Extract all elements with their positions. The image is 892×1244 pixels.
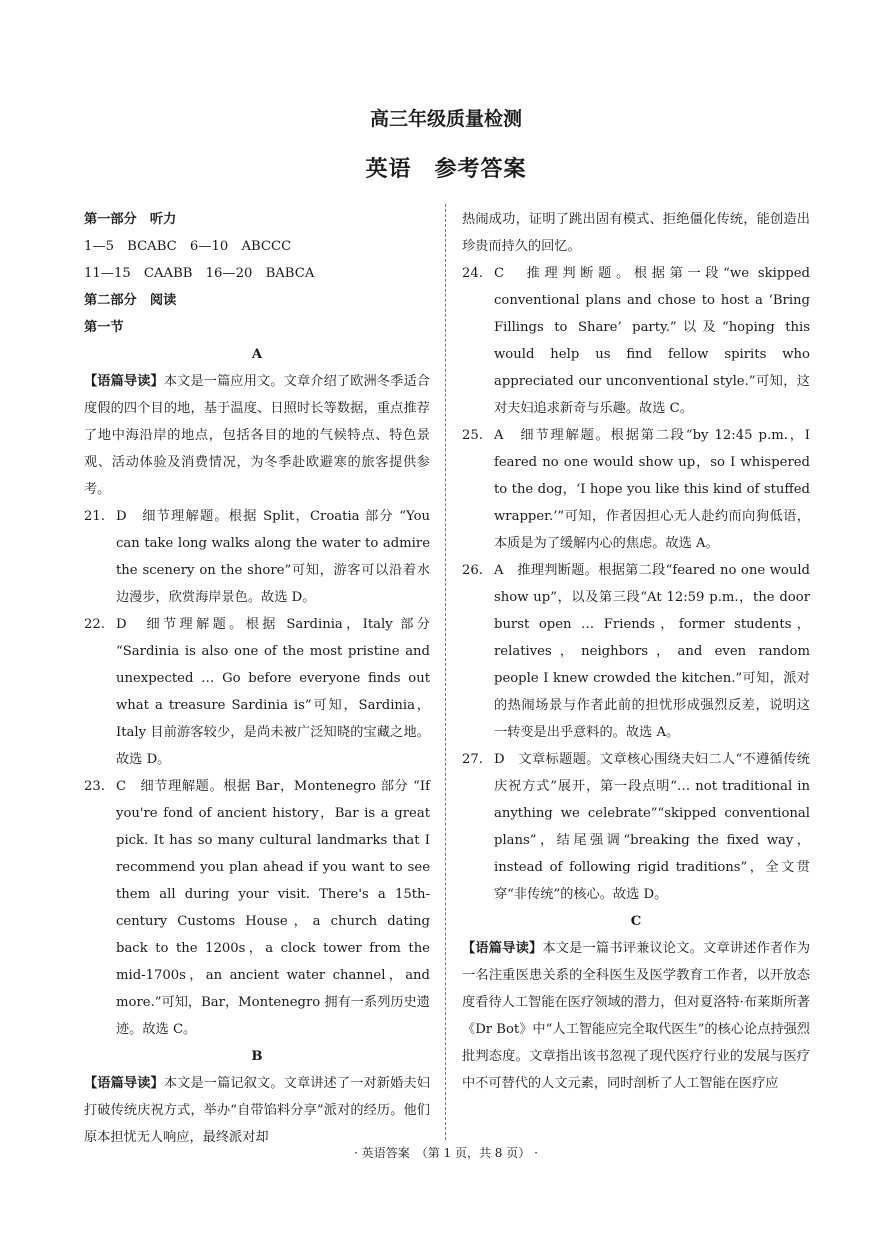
answer-21 [84,503,430,611]
answer-24 [462,260,810,422]
page-subtitle: 英语 参考答案 [365,156,527,182]
intro-text: 本文是一篇记叙文。文章讲述了一对新婚夫妇打破传统庆祝方式，举办“自带馅料分享”派对的经历。他们原本担忧无人响应，最终派对却 [84,1076,430,1145]
part2-title: 第二部分 阅读 [84,293,177,308]
column-divider [445,204,446,1140]
part1-title: 第一部分 听力 [84,212,177,227]
answer-text: A 细节理解题。根据第二段“by 12:45 p.m.，I feared no one would show up，so I whispered to the dog，‘I hope you like this kind of stuffed wrapper.’”可知，作者因担心无人赴约而向狗低语，本质是为了缓解内心的焦虑。故选 A。 [494,428,810,551]
answer-26 [462,557,810,746]
passage-b-intro-continued: 热闹成功，证明了跳出固有模式、拒绝僵化传统，能创造出珍贵而持久的回忆。 [462,212,810,254]
page-title: 高三年级质量检测 [369,108,522,130]
answer-text: D 细节理解题。根据 Sardinia，Italy 部分 “Sardinia is also one of the most pristine and unexpected … Go before everyone finds out what a treasure Sardinia is”可知，Sardinia，Italy 目前游客较少，是尚未被广泛知晓的宝藏之地。故选 D。 [116,617,430,767]
passage-a-heading: A [251,347,263,362]
passage-c-intro [462,935,810,1097]
passage-c-heading: C [630,914,642,929]
question-number: 26. [462,563,483,578]
page-footer: · 英语答案 （第 1 页，共 8 页） · [354,1146,538,1160]
answer-text: D 细节理解题。根据 Split，Croatia 部分 “You can take long walks along the water to admire the scenery on the shore”可知，游客可以沿着水边漫步，欣赏海岸景色。故选 D。 [116,509,430,605]
answer-23 [84,773,430,1043]
answer-text: C 细节理解题。根据 Bar，Montenegro 部分 “If you're fond of ancient history，Bar is a great pick. It has so many cultural landmarks that I recommend you plan ahead if you want to see them all during your visit. There's a 15th-century Customs House，a church dating back to the 1200s，a clock tower from the mid-1700s，an ancient water channel，and more.”可知，Bar，Montenegro 拥有一系列历史遗迹。故选 C。 [116,779,430,1037]
question-number: 23. [84,779,105,794]
intro-text: 本文是一篇书评兼议论文。文章讲述作者作为一名注重医患关系的全科医生及医学教育工作者，以开放态度看待人工智能在医疗领域的潜力，但对夏洛特·布莱斯所著《Dr Bot》中“人工智能应完全取代医生”的核心论点持强烈批判态度。文章指出该书忽视了现代医疗行业的发展与医疗中不可替代的人文元素，同时剖析了人工智能在医疗应 [462,941,811,1091]
question-number: 27. [462,752,483,767]
answer-27 [462,746,810,908]
question-number: 22. [84,617,105,632]
part1-answers-2: 11—15 CAABB 16—20 BABCA [84,266,315,281]
intro-tag: 【语篇导读】 [462,941,543,956]
answer-text: C 推理判断题。根据第一段“we skipped conventional plans and chose to host a ‘Bring Fillings to Share’ party.”以及“hoping this would help us find fellow spirits who appreciated our unconventional style.”可知，这对夫妇追求新奇与乐趣。故选 C。 [494,266,810,416]
right-column [462,206,810,1097]
passage-b-intro [84,1070,430,1151]
intro-tag: 【语篇导读】 [84,374,164,389]
answer-text: A 推理判断题。根据第二段“feared no one would show up”，以及第三段“At 12:59 p.m.，the door burst open … Friends，former students，relatives，neighbors，and even random people I knew crowded the kitchen.”可知，派对的热闹场景与作者此前的担忧形成强烈反差，说明这一转变是出乎意料的。故选 A。 [494,563,810,740]
part1-answers-1: 1—5 BCABC 6—10 ABCCC [84,239,292,254]
intro-tag: 【语篇导读】 [84,1076,164,1091]
question-number: 25. [462,428,483,443]
passage-b-heading: B [251,1049,263,1064]
question-number: 24. [462,266,483,281]
answer-25 [462,422,810,557]
intro-text: 本文是一篇应用文。文章介绍了欧洲冬季适合度假的四个目的地，基于温度、日照时长等数据，重点推荐了地中海沿岸的地点，包括各目的地的气候特点、特色景观、活动体验及消费情况，为冬季赴欧避寒的旅客提供参考。 [84,374,430,497]
section1-title: 第一节 [84,320,124,335]
answer-22 [84,611,430,773]
answer-text: D 文章标题题。文章核心围绕夫妇二人“不遵循传统庆祝方式”展开，第一段点明“… not traditional in anything we celebrate”“skipped conventional plans”，结尾强调“breaking the fixed way，instead of following rigid traditions”，全文贯穿“非传统”的核心。故选 D。 [494,752,810,902]
passage-a-intro [84,368,430,503]
left-column [84,206,430,1151]
question-number: 21. [84,509,105,524]
